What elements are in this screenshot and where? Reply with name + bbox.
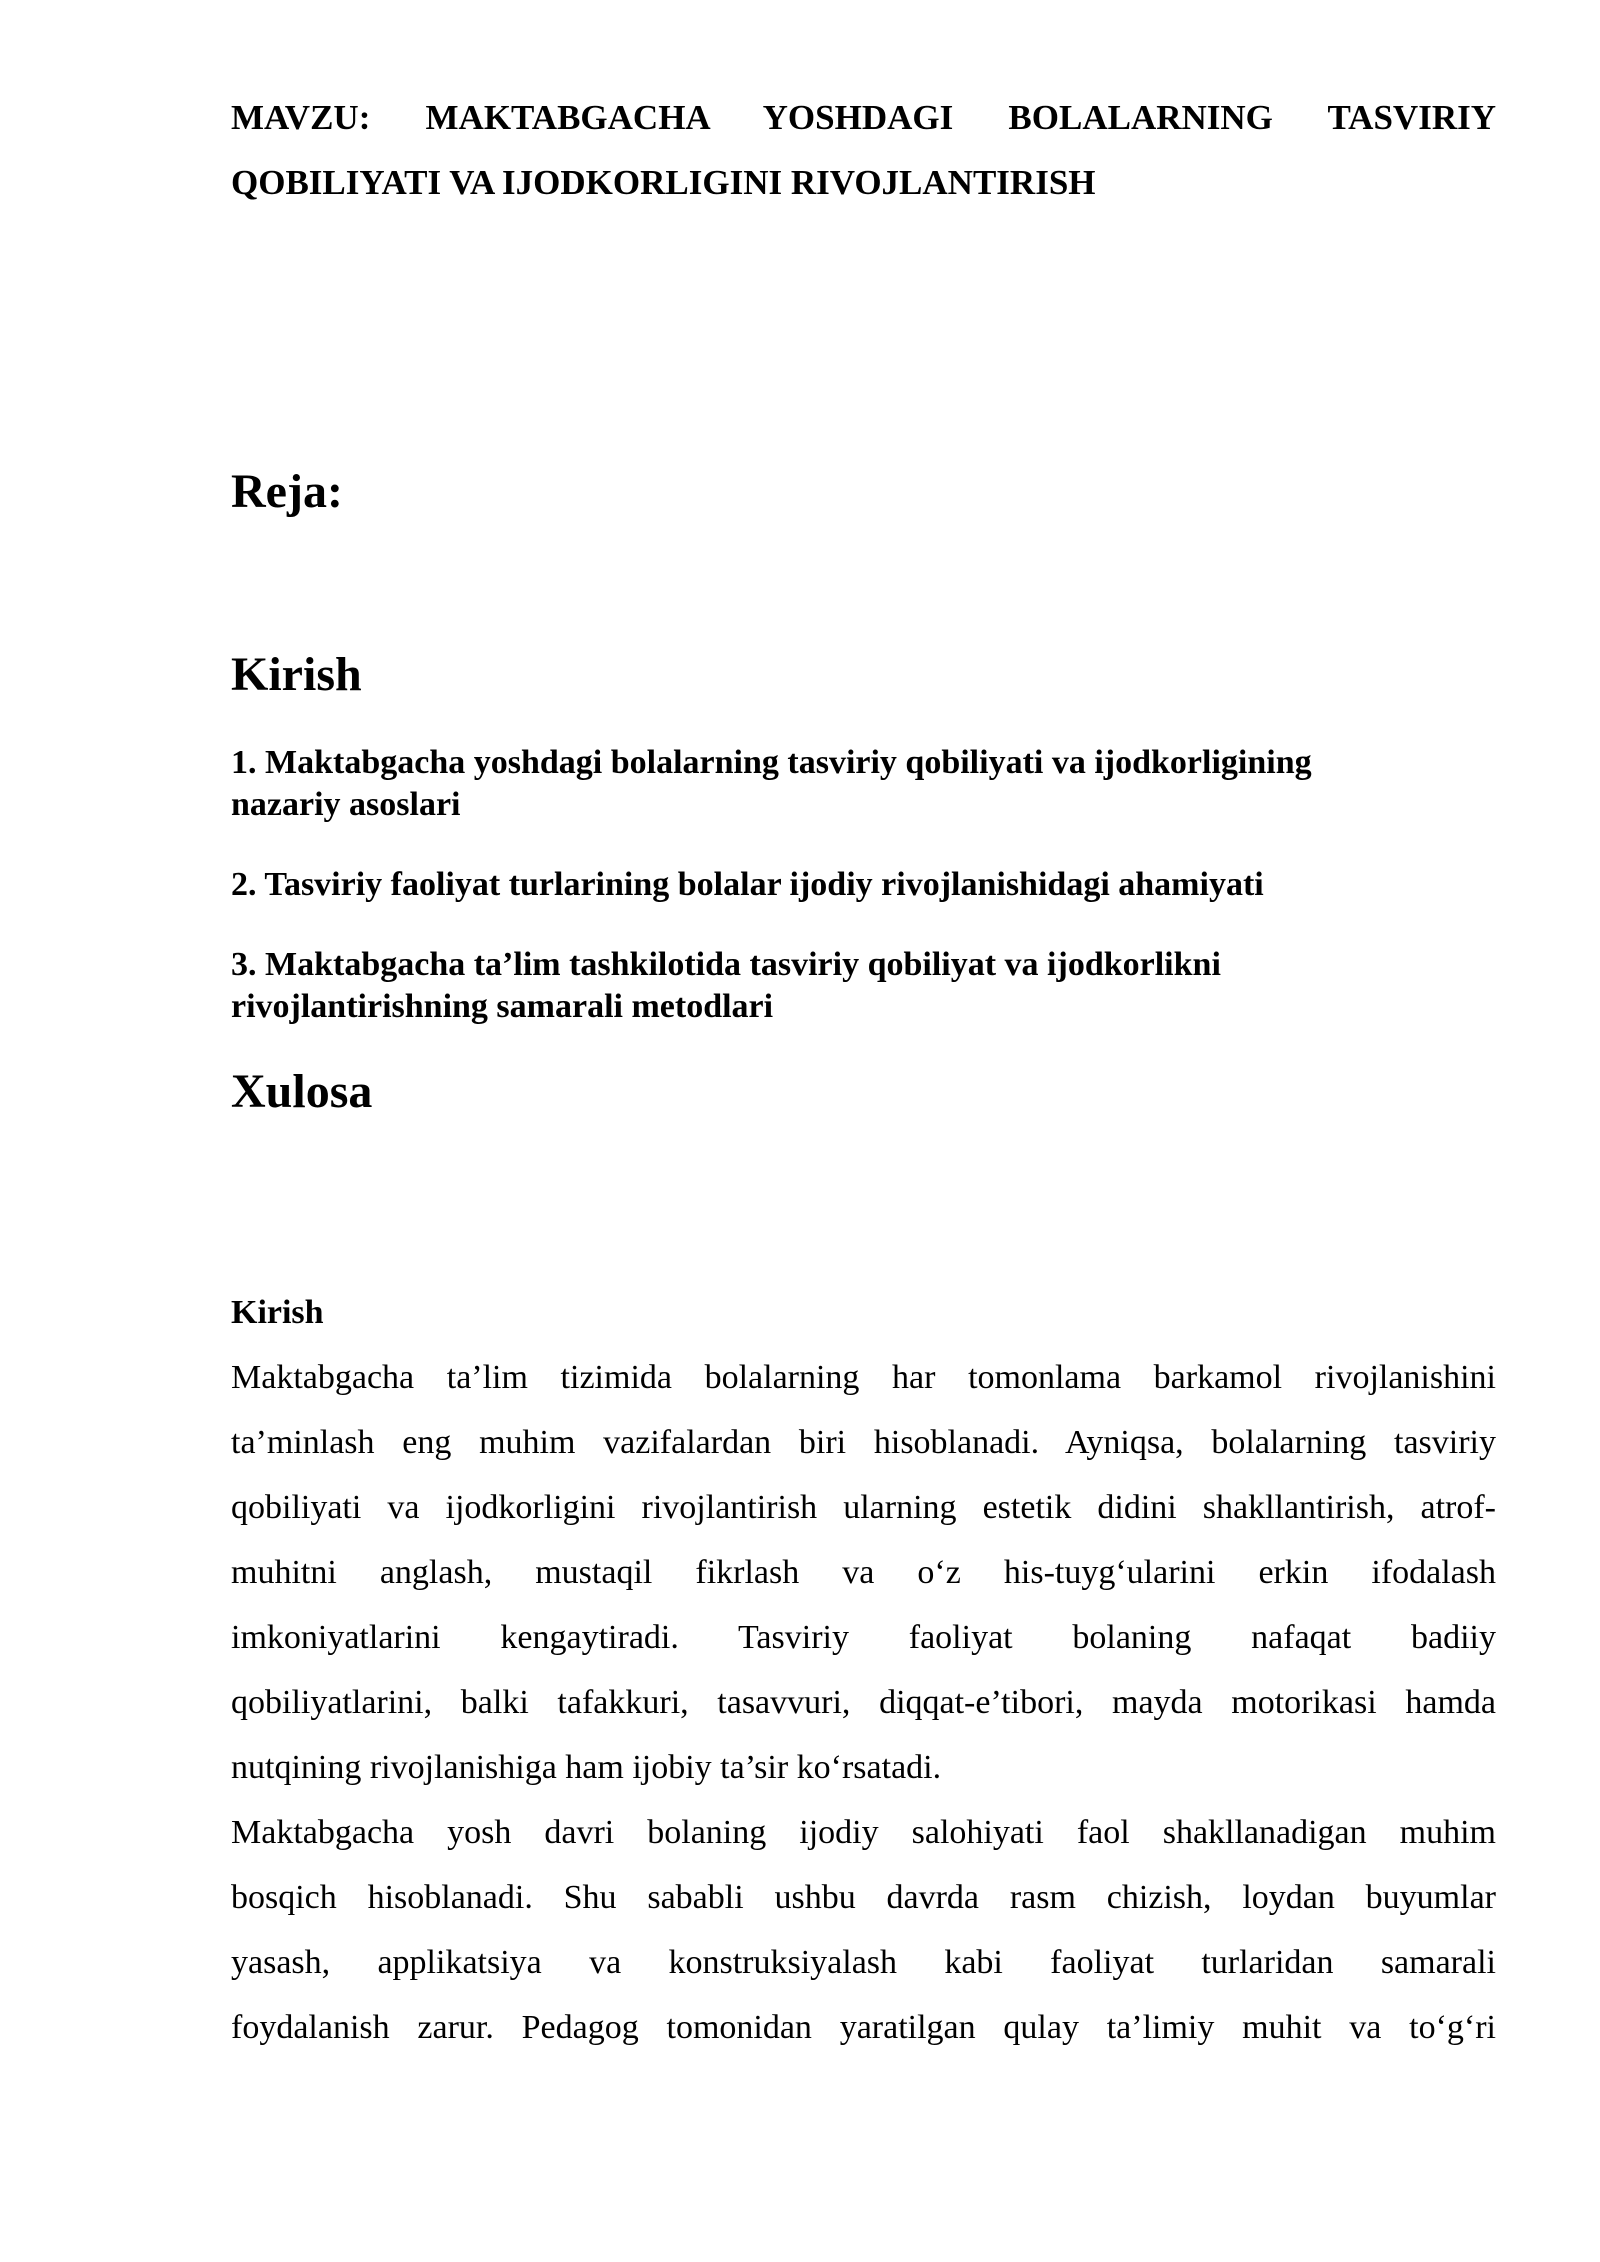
body-text-line: imkoniyatlarini kengaytiradi. Tasviriy faoliyat bolaning nafaqat badiiy [231,1619,1496,1656]
plan-item-line: rivojlantirishning samarali metodlari [231,988,774,1025]
document-title-line-1: MAVZU: MAKTABGACHA YOSHDAGI BOLALARNING TASVIRIY [231,98,1496,137]
plan-item [231,944,1496,1028]
body-text-line: nutqining rivojlanishiga ham ijobiy ta’sir ko‘rsatadi. [231,1749,942,1786]
body-text-line: yasash, applikatsiya va konstruksiyalash kabi faoliyat turlaridan samarali [231,1944,1496,1981]
body-text-line: qobiliyati va ijodkorligini rivojlantirish ularning estetik didini shakllantirish, atrof- [231,1489,1496,1526]
body-text-line: bosqich hisoblanadi. Shu sababli ushbu davrda rasm chizish, loydan buyumlar [231,1879,1496,1916]
plan-item-line: nazariy asoslari [231,786,461,823]
body-text-line: Maktabgacha ta’lim tizimida bolalarning har tomonlama barkamol rivojlanishini [231,1359,1496,1396]
body-text-line: muhitni anglash, mustaqil fikrlash va o‘z his-tuyg‘ularini erkin ifodalash [231,1554,1496,1591]
plan-item-line: 1. Maktabgacha yoshdagi bolalarning tasviriy qobiliyati va ijodkorligining [231,744,1312,781]
body-text-line: qobiliyatlarini, balki tafakkuri, tasavvuri, diqqat-e’tibori, mayda motorikasi hamda [231,1684,1496,1721]
body-text-line: Maktabgacha yosh davri bolaning ijodiy salohiyati faol shakllanadigan muhim [231,1814,1496,1851]
plan-item [231,742,1496,826]
body-text-line: ta’minlash eng muhim vazifalardan biri hisoblanadi. Ayniqsa, bolalarning tasviriy [231,1424,1496,1461]
plan-item-line: 3. Maktabgacha ta’lim tashkilotida tasviriy qobiliyat va ijodkorlikni [231,946,1221,983]
document-title-line-2: QOBILIYATI VA IJODKORLIGINI RIVOJLANTIRISH [231,163,1096,202]
plan-intro-heading: Kirish [231,648,362,701]
plan-conclusion-heading: Xulosa [231,1065,373,1118]
plan-item-line: 2. Tasviriy faoliyat turlarining bolalar ijodiy rivojlanishidagi ahamiyati [231,866,1264,903]
intro-section-title: Kirish [231,1294,324,1331]
body-text-line: foydalanish zarur. Pedagog tomonidan yaratilgan qulay ta’limiy muhit va to‘g‘ri [231,2009,1496,2046]
plan-item [231,864,1496,906]
plan-heading: Reja: [231,465,343,518]
